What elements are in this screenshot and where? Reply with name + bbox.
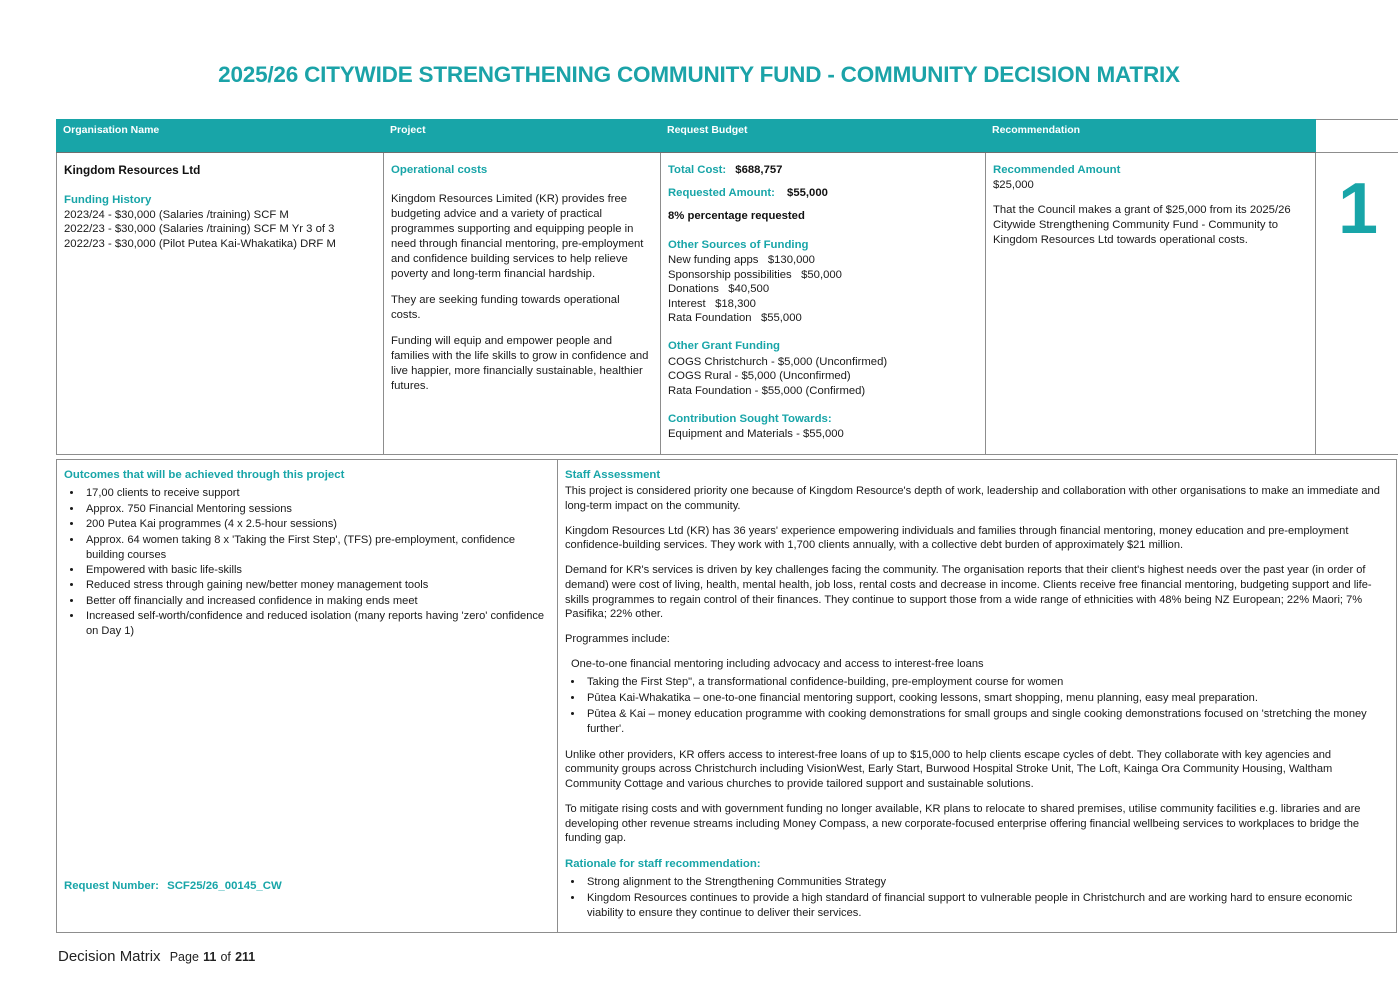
funding-history-item: 2022/23 - $30,000 (Salaries /training) SCF M Yr 3 of 3 [64, 223, 335, 236]
footer-total-pages: 211 [235, 950, 256, 964]
footer-doc-name: Decision Matrix [58, 948, 161, 965]
cell-organisation [57, 153, 384, 455]
staff-assessment-heading: Staff Assessment [565, 469, 661, 481]
detail-row [57, 460, 1397, 933]
project-paragraph: Kingdom Resources Limited (KR) provides free budgeting advice and a variety of practical programmes supporting and equipping people in need through financial mentoring, pre-employment and confidence building services to help relieve poverty and long-term financial hardship. [391, 193, 644, 281]
detail-table [56, 459, 1397, 933]
request-number-label: Request Number: [64, 880, 159, 892]
other-grant-heading: Other Grant Funding [668, 340, 780, 353]
other-sources-heading: Other Sources of Funding [668, 239, 809, 252]
programmes-intro: Programmes include: [565, 633, 670, 646]
cell-request-budget [661, 153, 986, 455]
other-grant-item: COGS Rural - $5,000 (Unconfirmed) [668, 370, 851, 383]
footer-of-word: of [220, 950, 231, 964]
organisation-name: Kingdom Resources Ltd [64, 163, 201, 177]
column-header-project: Project [384, 120, 661, 153]
project-paragraph: They are seeking funding towards operational costs. [391, 294, 620, 322]
total-cost-value: $688,757 [735, 164, 783, 176]
contribution-value: Equipment and Materials - $55,000 [668, 428, 844, 441]
recommended-amount-heading: Recommended Amount [993, 164, 1121, 176]
matrix-header-row [57, 120, 1398, 153]
cell-project [384, 153, 661, 455]
funding-history-heading: Funding History [64, 193, 152, 206]
list-item: • Taking the First Step", a transformational confidence-building, pre-employment course for women [584, 675, 1387, 690]
project-heading: Operational costs [391, 164, 488, 176]
other-source-item: Sponsorship possibilities $50,000 [668, 268, 842, 281]
cell-recommendation [986, 153, 1316, 455]
programmes-first-line: One-to-one financial mentoring including advocacy and access to interest-free loans [571, 657, 984, 670]
funding-history-item: 2022/23 - $30,000 (Pilot Putea Kai-Whakatika) DRF M [64, 237, 336, 250]
request-number-value: SCF25/26_00145_CW [167, 880, 282, 892]
rationale-heading: Rationale for staff recommendation: [565, 858, 761, 871]
rationale-list [565, 875, 1387, 921]
list-item: • Approx. 64 women taking 8 x 'Taking the First Step', (TFS) pre-employment, confidence building courses [83, 533, 548, 563]
other-source-item: Donations $40,500 [668, 283, 770, 296]
outcomes-heading: Outcomes that will be achieved through this project [64, 469, 345, 481]
other-source-item: Rata Foundation $55,000 [668, 312, 802, 325]
list-item: • Pūtea & Kai – money education programme with cooking demonstrations for small groups and single cooking demonstrations focused on 'stretching the money further'. [584, 707, 1387, 737]
requested-amount-value: $55,000 [787, 187, 828, 200]
staff-paragraph: Kingdom Resources Ltd (KR) has 36 years' experience empowering individuals and families through financial mentoring, money education and pre-employment confidence-building services. They work with 1,700 clients annually, with a collective debt burden of approximately $21 million. [565, 524, 1349, 552]
list-item: • Pūtea Kai-Whakatika – one-to-one financial mentoring support, cooking lessons, smart shopping, menu planning, easy meal preparation. [584, 691, 1387, 706]
programmes-list [565, 675, 1387, 737]
percentage-requested: 8% percentage requested [668, 210, 805, 223]
footer-page-word: Page [169, 950, 199, 964]
column-header-request-budget: Request Budget [661, 120, 986, 153]
contribution-heading: Contribution Sought Towards: [668, 412, 832, 425]
cell-outcomes [57, 460, 558, 933]
list-item: • 17,00 clients to receive support [83, 486, 548, 501]
request-number [64, 880, 282, 892]
funding-history-item: 2023/24 - $30,000 (Salaries /training) SCF M [64, 208, 289, 221]
column-header-item-number [1316, 120, 1398, 153]
page-footer [58, 948, 255, 965]
other-source-item: Interest $18,300 [668, 297, 756, 310]
list-item: • Kingdom Resources continues to provide a high standard of financial support to vulnerable people in Christchurch and are working hard to ensure economic viability to ensure they continue to deliver their services. [584, 891, 1387, 921]
list-item: • Better off financially and increased confidence in making ends meet [83, 594, 548, 609]
project-paragraph: Funding will equip and empower people and families with the life skills to grow in confidence and live happier, more financially sustainable, healthier futures. [391, 335, 649, 393]
list-item: • Approx. 750 Financial Mentoring sessions [83, 502, 548, 517]
list-item: • Strong alignment to the Strengthening Communities Strategy [584, 875, 1387, 890]
outcomes-list [64, 486, 548, 639]
staff-paragraph: Unlike other providers, KR offers access to interest-free loans of up to $15,000 to help clients escape cycles of debt. They collaborate with key agencies and community groups across Christchurch including VisionWest, Early Start, Burwood Hospital Stroke Unit, The Loft, Kainga Ora Community Housing, Waltham Community Cottage and various churches to provide tailored support and sustainable solutions. [565, 748, 1333, 791]
other-grant-item: Rata Foundation - $55,000 (Confirmed) [668, 384, 866, 397]
requested-amount-label: Requested Amount: [668, 187, 775, 200]
cell-staff-assessment [558, 460, 1397, 933]
page-title: 2025/26 CITYWIDE STRENGTHENING COMMUNITY FUND - COMMUNITY DECISION MATRIX [218, 62, 1180, 87]
staff-paragraph: Demand for KR's services is driven by key challenges facing the community. The organisation reports that their client's highest needs over the past year (in order of demand) were cost of living, health, mental health, job loss, rental costs and decrease in income. Clients receive free financial mentoring, budgeting support and life-skills programmes to regain control of their finances. They continue to support those from a wide range of ethnicities with 48% being NZ European; 22% Maori; 7% Pasifika; 22% other. [565, 564, 1372, 621]
staff-paragraph: To mitigate rising costs and with government funding no longer available, KR plans to relocate to shared premises, utilise community facilities e.g. libraries and are developing other revenue streams including Money Compass, a new corporate-focused enterprise offering financial wellbeing services to workplaces to bridge the funding gap. [565, 802, 1361, 845]
decision-matrix-table [56, 119, 1398, 455]
column-header-organisation: Organisation Name [57, 120, 384, 153]
other-source-item: New funding apps $130,000 [668, 254, 815, 267]
total-cost-label: Total Cost: [668, 164, 727, 176]
list-item: • Increased self-worth/confidence and reduced isolation (many reports having 'zero' confidence on Day 1) [83, 609, 548, 639]
item-number: 1 [1337, 169, 1379, 249]
list-item: • Empowered with basic life-skills [83, 563, 548, 578]
list-item: • 200 Putea Kai programmes (4 x 2.5-hour sessions) [83, 517, 548, 532]
footer-page-number: 11 [203, 950, 217, 964]
recommendation-text: That the Council makes a grant of $25,000 from its 2025/26 Citywide Strengthening Community Fund - Community to Kingdom Resources Ltd towards operational costs. [993, 204, 1291, 247]
staff-paragraph: This project is considered priority one because of Kingdom Resource's depth of work, leadership and collaboration with other organisations to make an immediate and long-term impact on the community. [565, 485, 1380, 512]
list-item: • Reduced stress through gaining new/better money management tools [83, 578, 548, 593]
column-header-recommendation: Recommendation [986, 120, 1316, 153]
cell-item-number [1316, 153, 1398, 455]
matrix-data-row [57, 153, 1398, 455]
other-grant-item: COGS Christchurch - $5,000 (Unconfirmed) [668, 355, 888, 368]
recommended-amount-value: $25,000 [993, 179, 1034, 192]
